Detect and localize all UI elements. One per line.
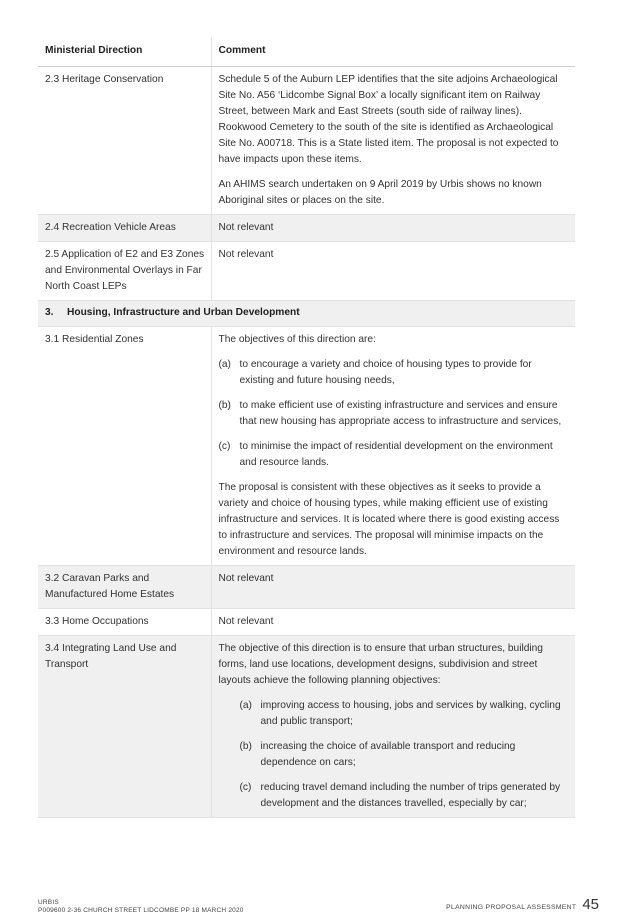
objectives-list (219, 698, 570, 812)
comment-cell (211, 327, 575, 566)
table-row (38, 609, 575, 636)
section-heading-row (38, 301, 575, 327)
comment-cell: Not relevant (211, 609, 575, 636)
list-text: to minimise the impact of residential development on the environment and resource lands. (239, 441, 553, 468)
direction-cell: 3.2 Caravan Parks and Manufactured Home Estates (38, 566, 211, 609)
comment-paragraph: An AHIMS search undertaken on 9 April 2019 by Urbis shows no known Aboriginal sites or places on the site. (218, 179, 542, 206)
table-row (38, 636, 575, 818)
comment-paragraph: The proposal is consistent with these objectives as it seeks to provide a variety and choice of housing types, while making efficient use of existing infrastructure and services. It is located where there is good existing access to infrastructure and services. The proposal will minimise impacts on the environment and resource lands. (218, 482, 560, 557)
footer-document-reference: P009600 2-36 CHURCH STREET LIDCOMBE PP 18 MARCH 2020 (38, 907, 244, 914)
list-text: improving access to housing, jobs and services by walking, cycling and public transport; (260, 700, 561, 727)
direction-cell: 2.4 Recreation Vehicle Areas (38, 215, 211, 242)
comment-cell: Not relevant (211, 566, 575, 609)
list-marker: (a) (239, 700, 252, 711)
comment-paragraph: The objective of this direction is to ensure that urban structures, building forms, land use locations, development designs, subdivision and street layouts achieve the following planning objectives: (218, 643, 543, 686)
table-row (38, 242, 575, 301)
table-row (38, 327, 575, 566)
section-heading (38, 301, 575, 327)
list-item (219, 698, 570, 730)
list-item (219, 398, 570, 430)
section-title: Housing, Infrastructure and Urban Development (67, 307, 300, 318)
header-ministerial-direction: Ministerial Direction (38, 37, 211, 67)
list-marker: (a) (218, 359, 231, 370)
list-text: to make efficient use of existing infrastructure and services and ensure that new housing has appropriate access to infrastructure and services, (239, 400, 562, 427)
footer-reference (38, 899, 244, 915)
list-marker: (b) (218, 400, 231, 411)
direction-cell: 2.3 Heritage Conservation (38, 67, 211, 215)
direction-cell: 3.3 Home Occupations (38, 609, 211, 636)
list-item (219, 739, 570, 771)
comment-cell: Not relevant (211, 215, 575, 242)
list-text: to encourage a variety and choice of housing types to provide for existing and future housing needs, (239, 359, 532, 386)
list-item (219, 357, 570, 389)
comment-cell (211, 636, 575, 818)
list-marker: (c) (239, 782, 252, 793)
list-marker: (b) (239, 741, 252, 752)
page-number: 45 (582, 896, 599, 913)
table-row (38, 566, 575, 609)
table-row (38, 67, 575, 215)
ministerial-directions-table (38, 37, 575, 818)
footer-page-info (446, 896, 599, 913)
direction-cell: 3.4 Integrating Land Use and Transport (38, 636, 211, 818)
table-header-row (38, 37, 575, 67)
footer-document-title: PLANNING PROPOSAL ASSESSMENT (446, 904, 577, 911)
table-row (38, 215, 575, 242)
list-item (219, 439, 570, 471)
header-comment: Comment (211, 37, 575, 67)
comment-cell (211, 67, 575, 215)
direction-cell: 3.1 Residential Zones (38, 327, 211, 566)
direction-cell: 2.5 Application of E2 and E3 Zones and Environmental Overlays in Far North Coast LEPs (38, 242, 211, 301)
comment-cell: Not relevant (211, 242, 575, 301)
section-number: 3. (45, 307, 54, 318)
list-text: increasing the choice of available transport and reducing dependence on cars; (260, 741, 516, 768)
list-item (219, 780, 570, 812)
list-text: reducing travel demand including the number of trips generated by development and the distances travelled, especially by car; (260, 782, 561, 809)
footer-company: URBIS (38, 899, 59, 906)
list-marker: (c) (218, 441, 231, 452)
comment-paragraph: Schedule 5 of the Auburn LEP identifies that the site adjoins Archaeological Site No. A56 ‘Lidcombe Signal Box’ a locally significant item on Railway Street, between Mark and East Streets (south side of railway lines). Rookwood Cemetery to the south of the site is identified as Archaeological Site No. A00718. This is a State listed item. The proposal is not expected to have impacts upon these items. (218, 74, 559, 165)
comment-paragraph: The objectives of this direction are: (218, 334, 376, 345)
